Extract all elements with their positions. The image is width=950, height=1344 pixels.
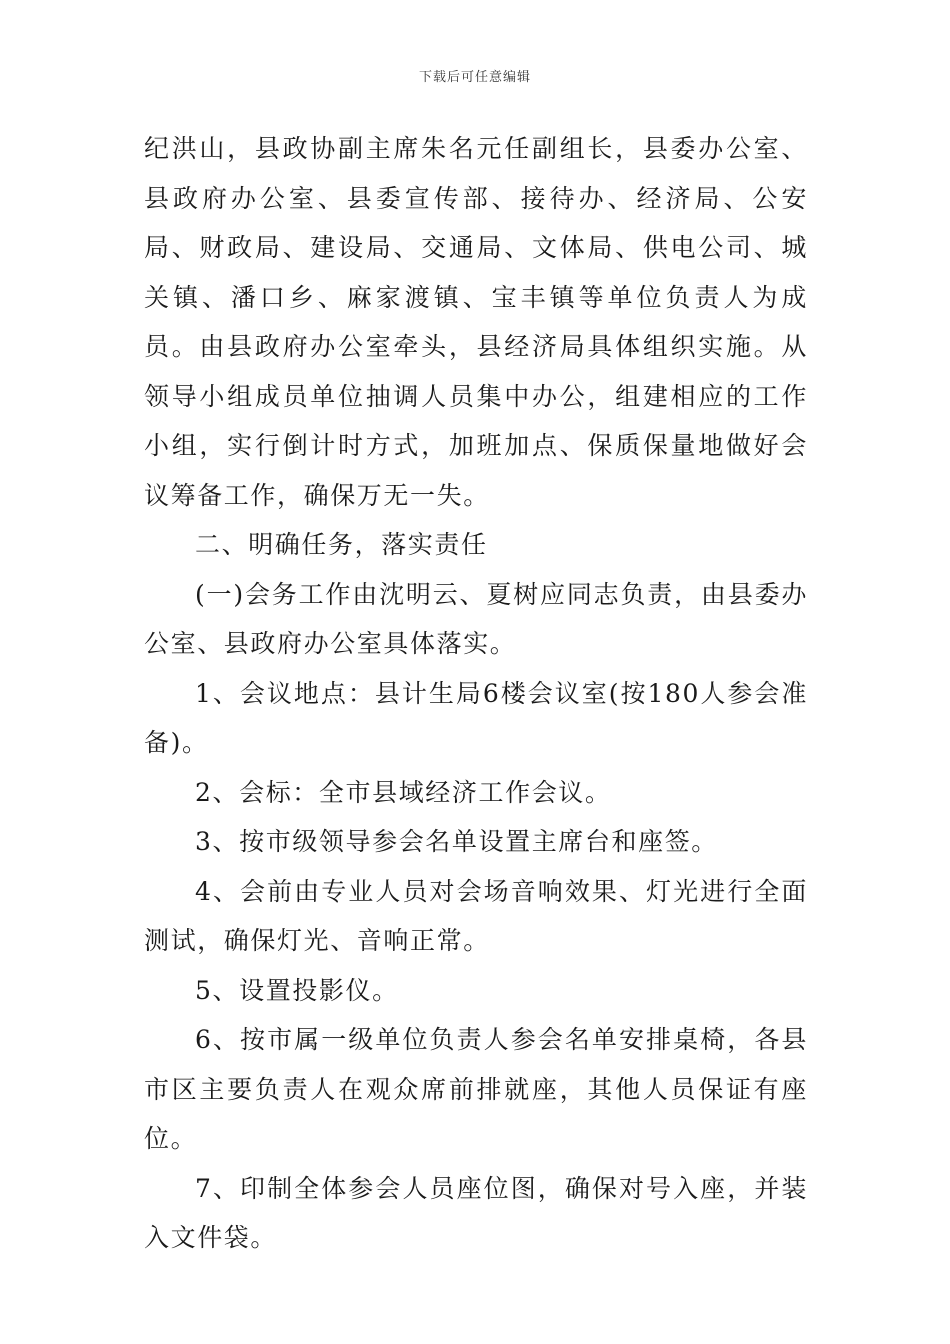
list-item-venue: 1、会议地点：县计生局6楼会议室(按180人参会准备)。 xyxy=(144,678,808,757)
list-item-sound-lighting: 4、会前由专业人员对会场音响效果、灯光进行全面测试，确保灯光、音响正常。 xyxy=(144,876,808,955)
section-heading-tasks: 二、明确任务，落实责任 xyxy=(195,530,488,559)
list-item-seating: 6、按市属一级单位负责人参会名单安排桌椅，各县市区主要负责人在观众席前排就座，其他人员保证有座位。 xyxy=(144,1025,808,1153)
list-item-rostrum: 3、按市级领导参会名单设置主席台和座签。 xyxy=(195,827,718,856)
list-item-seat-chart: 7、印制全体参会人员座位图，确保对号入座，并装入文件袋。 xyxy=(144,1173,808,1252)
list-item-projector: 5、设置投影仪。 xyxy=(195,975,399,1005)
paragraph-conference-affairs: (一)会务工作由沈明云、夏树应同志负责，由县委办公室、县政府办公室具体落实。 xyxy=(144,579,808,658)
paragraph-leadership-group: 纪洪山，县政协副主席朱名元任副组长，县委办公室、县政府办公室、县委宣传部、接待办、经济局、公安局、财政局、建设局、交通局、文体局、供电公司、城关镇、潘口乡、麻家渡镇、宝丰镇等单位负责人为成员。由县政府办公室牵头，县经济局具体组织实施。从领导小组成员单位抽调人员集中办公，组建相应的工作小组，实行倒计时方式，加班加点、保质保量地做好会议筹备工作，确保万无一失。 xyxy=(144,134,808,510)
list-item-banner: 2、会标：全市县域经济工作会议。 xyxy=(195,777,612,807)
document-body xyxy=(144,124,808,1263)
page-header-note: 下载后可任意编辑 xyxy=(418,70,531,85)
